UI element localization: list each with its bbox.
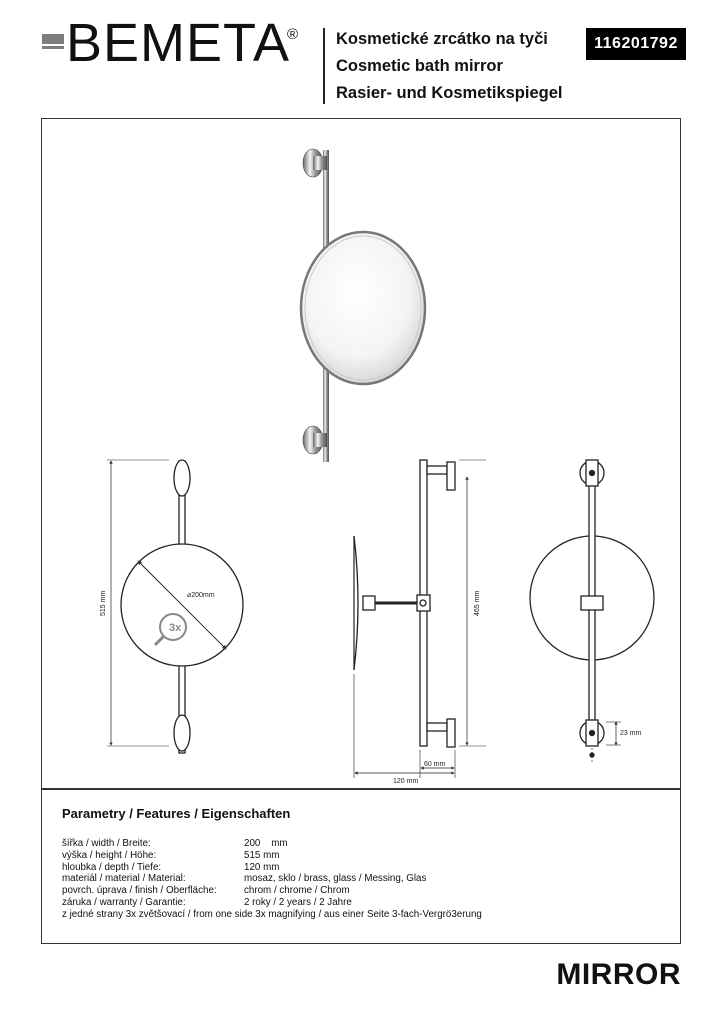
param-value: 120 mm <box>244 861 280 873</box>
header-divider <box>323 28 325 104</box>
side-top-plate <box>447 462 455 490</box>
product-code: 116201792 <box>586 28 686 60</box>
side-view <box>354 460 486 778</box>
product-titles <box>336 26 562 107</box>
technical-drawing <box>41 118 681 788</box>
height-label: 515 mm <box>100 590 107 616</box>
params-title: Parametry / Features / Eigenschaften <box>62 806 291 821</box>
category-label: MIRROR <box>556 958 681 991</box>
params-note: z jedné strany 3x zvětšovací / from one side 3x magnifying / aus einer Seite 3-fach-Vergrö3erung <box>62 908 482 920</box>
product-photo <box>301 149 425 462</box>
param-key: povrch. úprava / finish / Oberfläche: <box>62 885 217 897</box>
section-divider <box>41 788 681 790</box>
back-bottom-screw <box>590 731 595 736</box>
front-view <box>107 460 243 753</box>
back-top-screw <box>590 471 595 476</box>
param-value: 515 mm <box>244 849 280 861</box>
depth-label: 120 mm <box>393 778 419 785</box>
param-value: 200 mm <box>244 838 288 849</box>
diameter-label: ⌀200mm <box>187 592 215 599</box>
front-bottom-rosette <box>174 715 190 751</box>
params-row <box>62 873 482 885</box>
registered-mark: ® <box>287 26 299 43</box>
side-bottom-plate <box>447 719 455 747</box>
side-mirror-hub <box>363 596 375 610</box>
param-value: chrom / chrome / Chrom <box>244 885 350 897</box>
photo-mirror <box>301 232 425 384</box>
back-axis-dot <box>590 753 594 757</box>
bracket-label: 23 mm <box>620 730 642 737</box>
back-view <box>530 460 654 763</box>
title-de: Rasier- und Kosmetikspiegel <box>336 84 563 102</box>
back-clamp <box>581 596 603 610</box>
param-value: 2 roky / 2 years / 2 Jahre <box>244 896 352 908</box>
title-en: Cosmetic bath mirror <box>336 57 503 75</box>
param-key: záruka / warranty / Garantie: <box>62 896 186 908</box>
photo-bottom-arm <box>313 433 327 447</box>
param-key: výška / height / Höhe: <box>62 849 157 861</box>
param-key: hloubka / depth / Tiefe: <box>62 861 162 873</box>
params-row <box>62 850 482 862</box>
front-top-rosette <box>174 460 190 496</box>
photo-top-arm <box>313 156 327 170</box>
magnify-label: 3x <box>169 622 182 634</box>
side-height-label: 465 mm <box>474 590 481 616</box>
param-key: materiál / material / Material: <box>62 873 186 885</box>
brand-name: BEMETA <box>66 13 291 73</box>
side-bottom-arm <box>427 723 447 731</box>
params-row <box>62 885 482 897</box>
brand-logo <box>40 13 305 74</box>
param-value: mosaz, sklo / brass, glass / Messing, Glas <box>244 873 427 885</box>
side-clamp-screw <box>420 600 426 606</box>
params-row <box>62 862 482 874</box>
logo-mark <box>42 34 64 44</box>
params-row <box>62 838 482 850</box>
params-row <box>62 897 482 909</box>
logo-mark-line <box>42 46 64 49</box>
offset-label: 60 mm <box>424 761 446 768</box>
side-top-arm <box>427 466 447 474</box>
title-cz: Kosmetické zrcátko na tyči <box>336 30 548 48</box>
params-table <box>62 838 482 921</box>
param-key: šířka / width / Breite: <box>62 838 151 849</box>
